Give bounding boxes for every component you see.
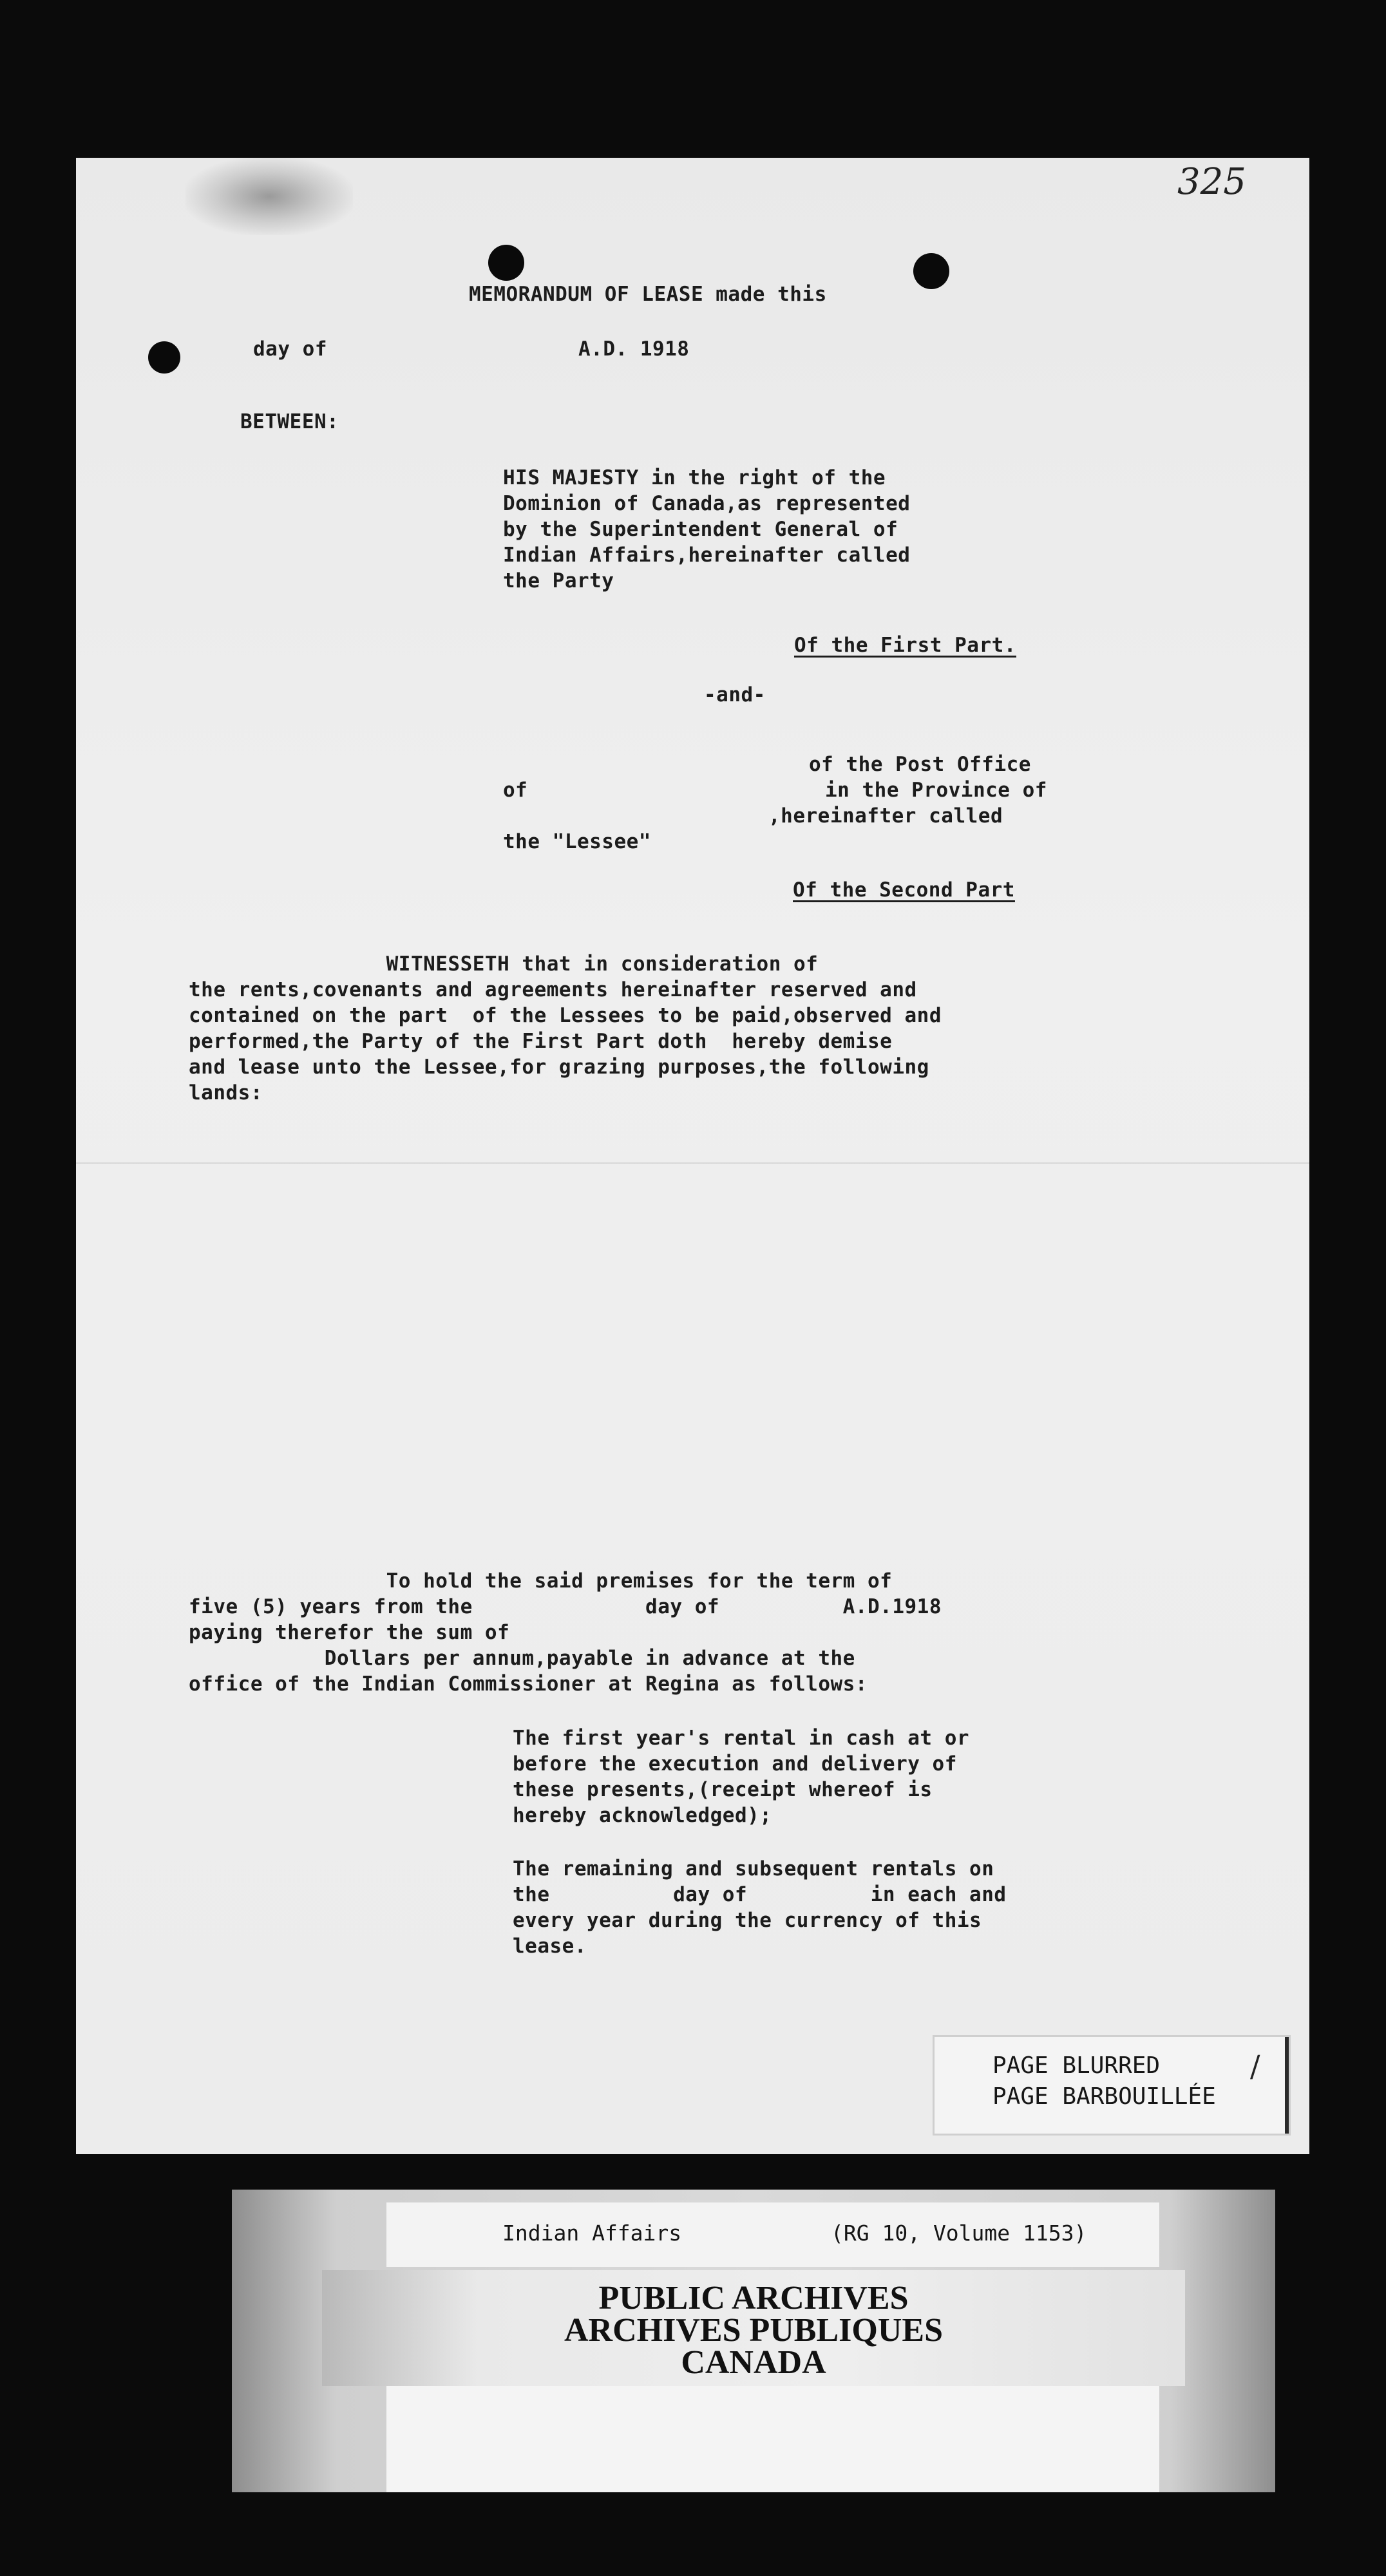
between-label: BETWEEN: <box>240 410 339 433</box>
fold-line <box>76 1162 1309 1164</box>
department-text: Indian Affairs <box>502 2221 682 2246</box>
archives-line-country: CANADA <box>681 2344 826 2381</box>
party1-line: Indian Affairs,hereinafter called <box>503 544 911 567</box>
witnesseth-line: contained on the part of the Lessees to be paid,observed and <box>189 1004 942 1027</box>
party1-line: HIS MAJESTY in the right of the <box>503 466 886 489</box>
witnesseth-line: performed,the Party of the First Part doth hereby demise <box>189 1030 893 1053</box>
party1-line: the Party <box>503 569 614 592</box>
date-line-year: A.D. 1918 <box>578 337 690 361</box>
party1-line: by the Superintendent General of <box>503 518 898 541</box>
witnesseth-line: and lease unto the Lessee,for grazing purposes,the following <box>189 1056 929 1079</box>
document-page <box>76 158 1309 2154</box>
stamp-line-fr: PAGE BARBOUILLÉE <box>992 2083 1216 2110</box>
archives-line-fr: ARCHIVES PUBLIQUES <box>564 2312 944 2349</box>
party2-part: Of the Second Part <box>793 878 1015 902</box>
document-title: MEMORANDUM OF LEASE made this <box>469 283 827 306</box>
party1-part: Of the First Part. <box>794 634 1016 657</box>
rental-line: every year during the currency of this <box>513 1909 982 1932</box>
term-line: five (5) years from the day of A.D.1918 <box>189 1595 942 1618</box>
term-line: office of the Indian Commissioner at Regina as follows: <box>189 1672 868 1696</box>
lessee-line: the "Lessee" <box>503 830 651 853</box>
of-word: of <box>503 779 528 802</box>
archive-label-strip <box>386 2386 1159 2492</box>
page-blurred-stamp <box>933 2035 1291 2136</box>
folio-number: 325 <box>1177 161 1246 203</box>
term-line: paying therefor the sum of <box>189 1621 510 1644</box>
archive-reference-label <box>386 2202 1159 2267</box>
stamp-line-en: PAGE BLURRED <box>992 2052 1161 2079</box>
public-archives-label <box>322 2270 1185 2386</box>
smudge-mark <box>185 158 353 235</box>
province-line: in the Province of <box>825 779 1047 802</box>
witnesseth-line: the rents,covenants and agreements hereinafter reserved and <box>189 978 917 1001</box>
rental-line: The first year's rental in cash at or <box>513 1727 970 1750</box>
party1-line: Dominion of Canada,as represented <box>503 492 911 515</box>
term-line: To hold the said premises for the term of <box>189 1569 893 1593</box>
rental-line: lease. <box>513 1935 587 1958</box>
date-line-day: day of <box>253 337 327 361</box>
rental-line: the day of in each and <box>513 1883 1007 1906</box>
reference-text: (RG 10, Volume 1153) <box>831 2221 1087 2246</box>
rental-line: before the execution and delivery of <box>513 1752 957 1776</box>
and-separator: -and- <box>704 683 766 706</box>
punch-hole-1 <box>488 245 524 281</box>
punch-hole-3 <box>148 341 180 374</box>
post-office-line: of the Post Office <box>809 753 1031 776</box>
hereinafter-line: ,hereinafter called <box>768 804 1003 828</box>
witnesseth-line: lands: <box>189 1081 263 1104</box>
rental-line: The remaining and subsequent rentals on <box>513 1857 994 1880</box>
term-line: Dollars per annum,payable in advance at the <box>189 1647 855 1670</box>
rental-line: hereby acknowledged); <box>513 1804 772 1827</box>
punch-hole-2 <box>913 253 949 289</box>
archives-line-en: PUBLIC ARCHIVES <box>598 2280 909 2316</box>
stamp-check-mark: / <box>1250 2049 1260 2083</box>
witnesseth-line: WITNESSETH that in consideration of <box>189 952 819 976</box>
rental-line: these presents,(receipt whereof is <box>513 1778 933 1801</box>
